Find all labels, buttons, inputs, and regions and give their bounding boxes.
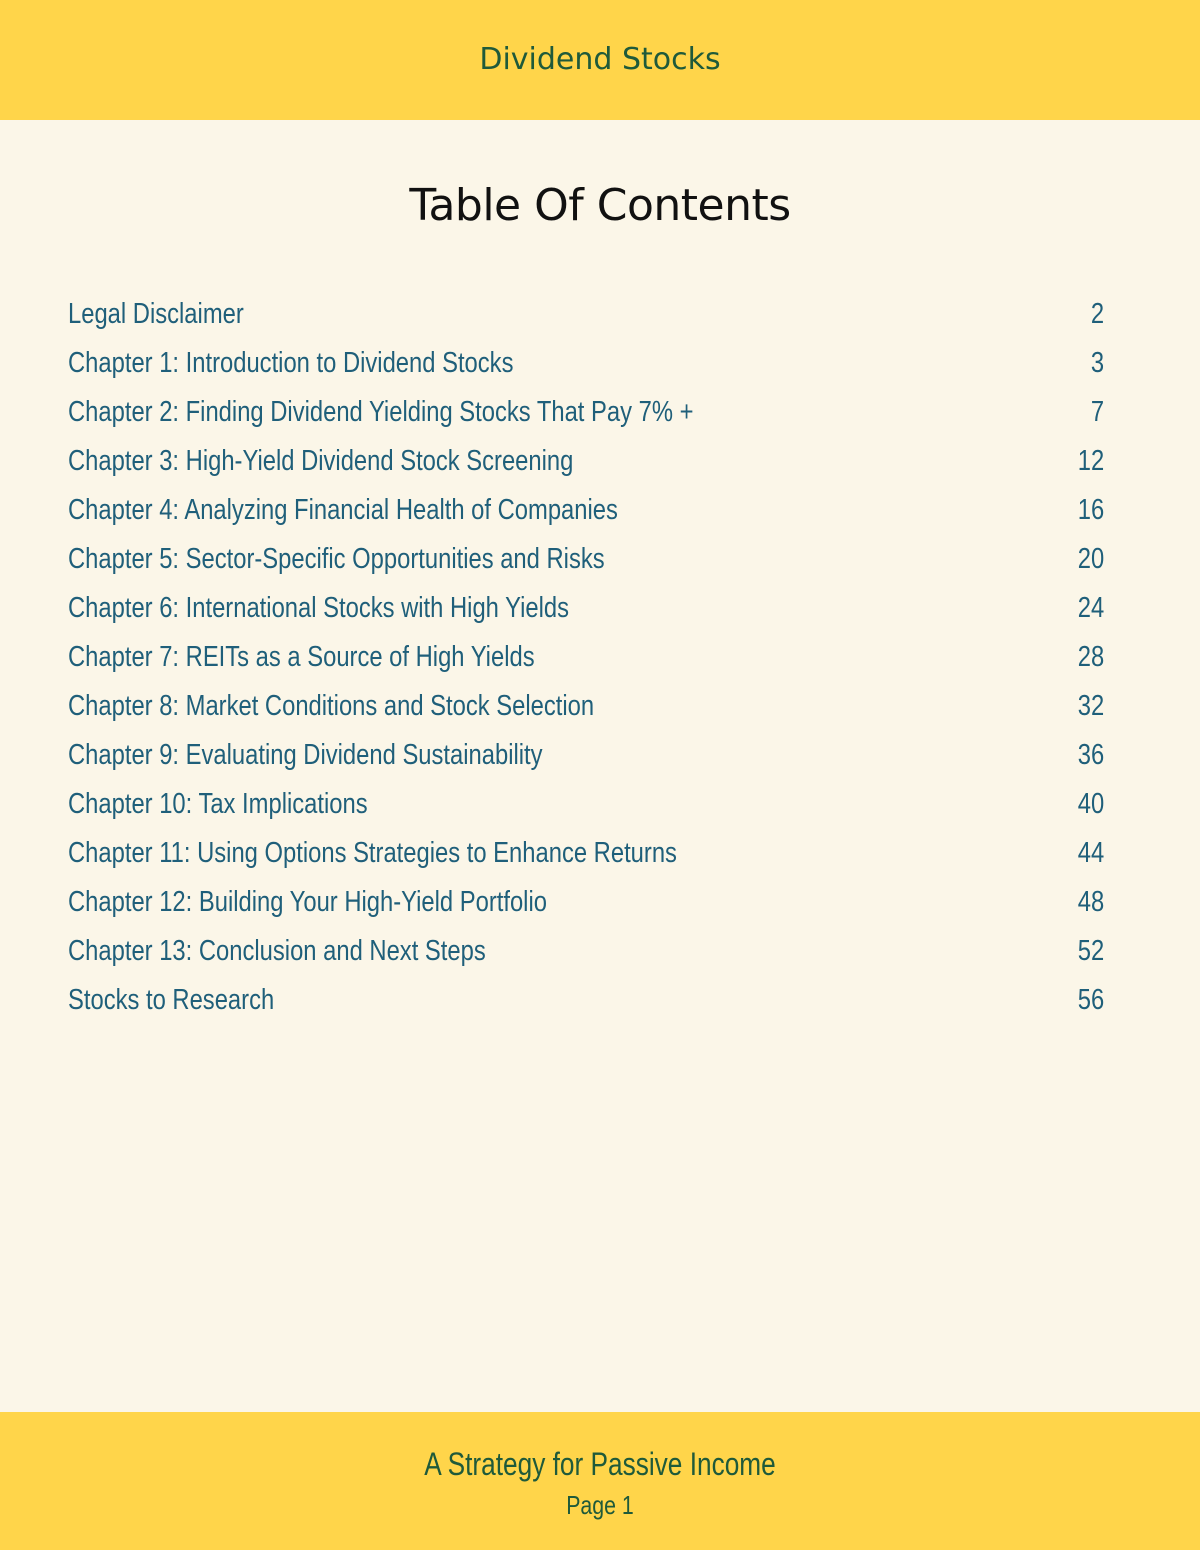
toc-entry[interactable] [68, 535, 1104, 584]
toc-heading: Table Of Contents [409, 180, 791, 231]
toc-entry-page[interactable]: 7 [1090, 396, 1104, 428]
header-title: Dividend Stocks [479, 41, 721, 77]
toc-entry-page[interactable]: 44 [1077, 837, 1104, 869]
toc-entry[interactable] [68, 388, 1104, 437]
toc-entry-title[interactable]: Chapter 9: Evaluating Dividend Sustainability [68, 739, 543, 771]
toc-entry-title[interactable]: Chapter 11: Using Options Strategies to Enhance Returns [68, 837, 677, 869]
toc-entry[interactable] [68, 486, 1104, 535]
toc-entry-title[interactable]: Stocks to Research [68, 984, 275, 1016]
toc-entry-title[interactable]: Chapter 6: International Stocks with High Yields [68, 592, 569, 624]
toc-entry-title[interactable]: Chapter 1: Introduction to Dividend Stocks [68, 347, 514, 379]
toc-entry[interactable] [68, 878, 1104, 927]
toc-entry-page[interactable]: 12 [1077, 445, 1104, 477]
toc-entry[interactable] [68, 829, 1104, 878]
toc-entry-title[interactable]: Chapter 4: Analyzing Financial Health of Companies [68, 494, 618, 526]
toc-entry-title[interactable]: Chapter 2: Finding Dividend Yielding Stocks That Pay 7% + [68, 396, 694, 428]
toc-entry[interactable] [68, 339, 1104, 388]
toc-entry-page[interactable]: 2 [1090, 298, 1104, 330]
toc-entry[interactable] [68, 927, 1104, 976]
toc-entry-title[interactable]: Chapter 3: High-Yield Dividend Stock Screening [68, 445, 574, 477]
toc-entry[interactable] [68, 437, 1104, 486]
toc-entry-title[interactable]: Legal Disclaimer [68, 298, 244, 330]
toc-entry-title[interactable]: Chapter 5: Sector-Specific Opportunities and Risks [68, 543, 605, 575]
toc-entry-page[interactable]: 3 [1090, 347, 1104, 379]
toc-entry-page[interactable]: 32 [1077, 690, 1104, 722]
toc-entry[interactable] [68, 682, 1104, 731]
toc-entry-page[interactable]: 36 [1077, 739, 1104, 771]
page-footer [0, 1412, 1200, 1550]
toc-entry[interactable] [68, 633, 1104, 682]
toc-entry-title[interactable]: Chapter 10: Tax Implications [68, 788, 368, 820]
toc-entry-page[interactable]: 52 [1077, 935, 1104, 967]
toc-entry-title[interactable]: Chapter 12: Building Your High-Yield Portfolio [68, 886, 547, 918]
toc-entry[interactable] [68, 780, 1104, 829]
toc-entry[interactable] [68, 290, 1104, 339]
toc-entry-page[interactable]: 24 [1077, 592, 1104, 624]
toc-entry-title[interactable]: Chapter 8: Market Conditions and Stock Selection [68, 690, 595, 722]
toc-entry-title[interactable]: Chapter 7: REITs as a Source of High Yields [68, 641, 535, 673]
toc-entry-page[interactable]: 48 [1077, 886, 1104, 918]
page-header [0, 0, 1200, 120]
footer-subtitle: A Strategy for Passive Income [424, 1446, 776, 1482]
toc-entry[interactable] [68, 584, 1104, 633]
toc-entry-page[interactable]: 40 [1077, 788, 1104, 820]
toc-entry[interactable] [68, 976, 1104, 1025]
toc-entry-title[interactable]: Chapter 13: Conclusion and Next Steps [68, 935, 486, 967]
toc-entry-page[interactable]: 56 [1077, 984, 1104, 1016]
toc-entry-page[interactable]: 16 [1077, 494, 1104, 526]
toc-entry[interactable] [68, 731, 1104, 780]
toc-entry-page[interactable]: 20 [1077, 543, 1104, 575]
toc-list [68, 290, 1104, 1025]
page-number: Page 1 [566, 1490, 634, 1520]
toc-entry-page[interactable]: 28 [1077, 641, 1104, 673]
